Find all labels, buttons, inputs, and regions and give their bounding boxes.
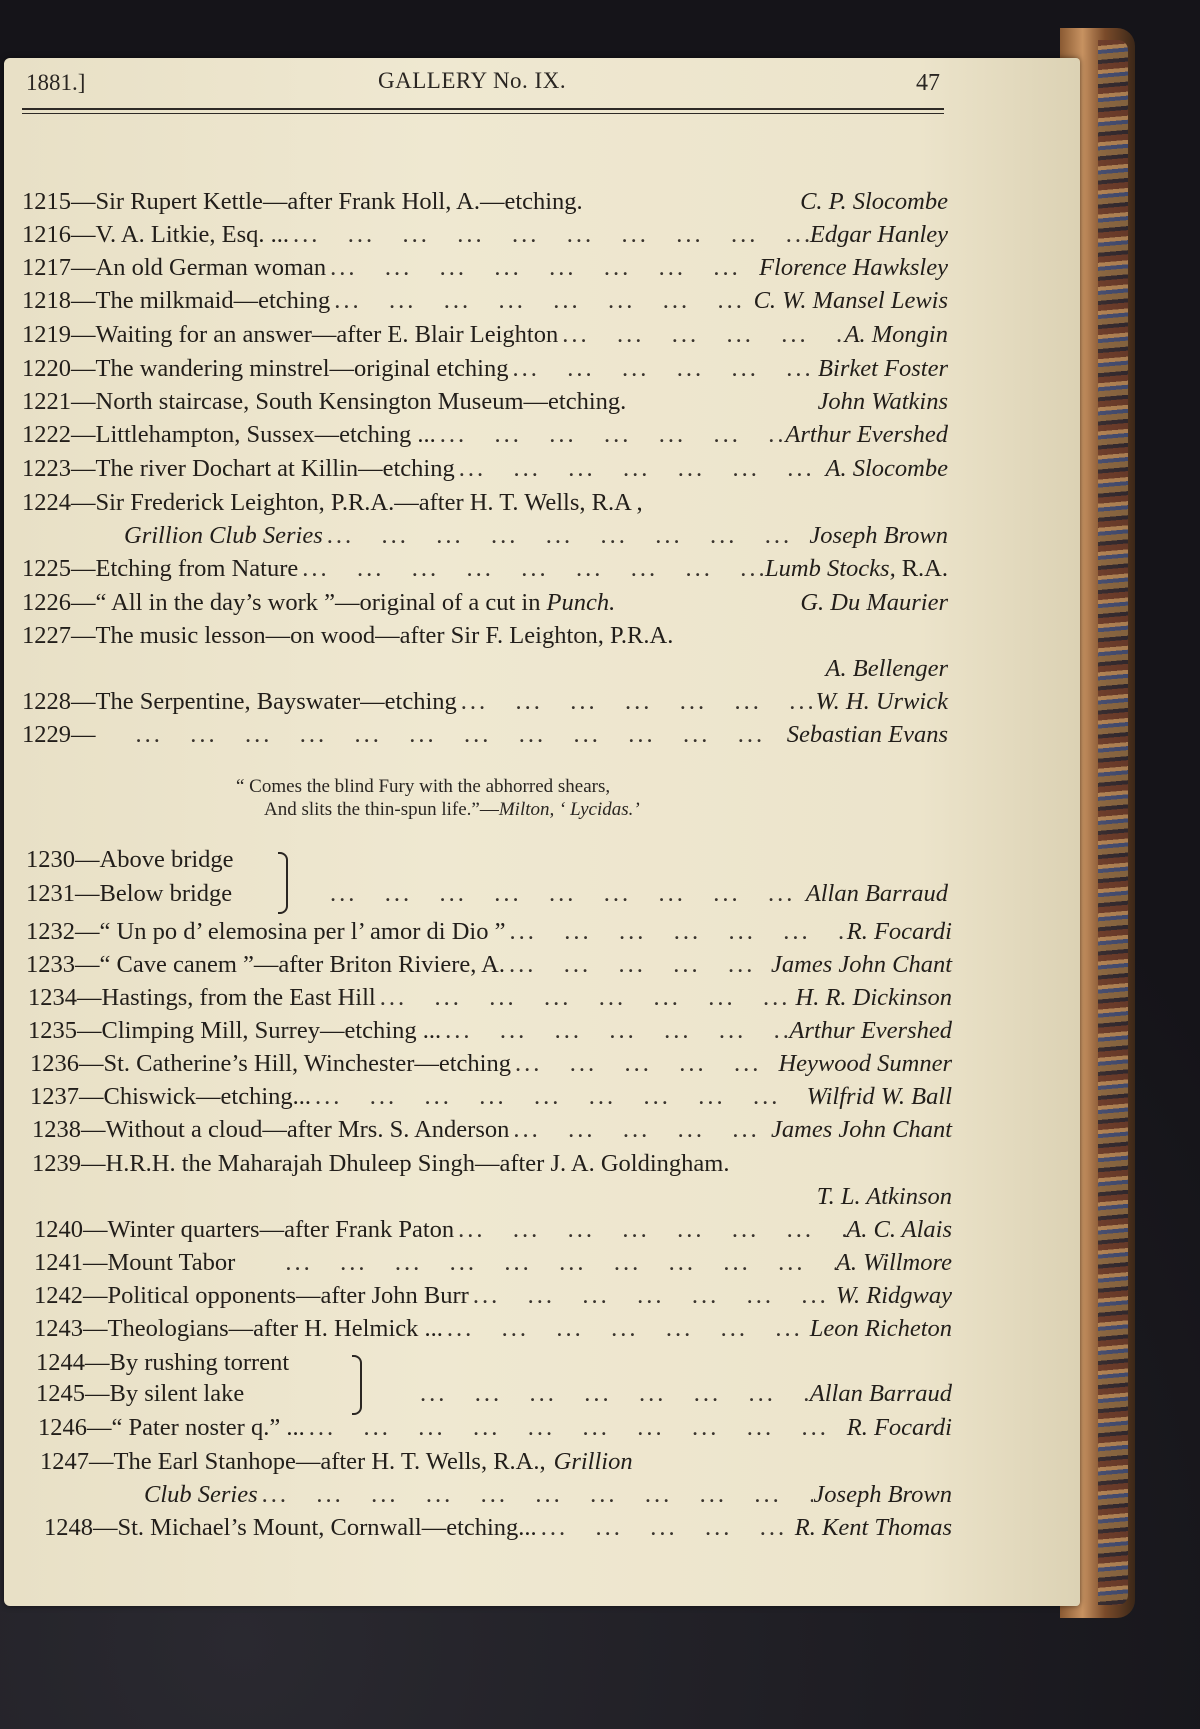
entry-artist: Florence Hawksley bbox=[759, 254, 948, 281]
entry-1222 bbox=[22, 421, 948, 453]
entry-1228 bbox=[22, 688, 948, 720]
entry-1219 bbox=[22, 321, 948, 353]
entry-1247-cont bbox=[144, 1481, 952, 1513]
entry-title: 1238—Without a cloud—after Mrs. S. Anderson bbox=[32, 1116, 510, 1143]
entry-artist-suffix: R.A. bbox=[901, 555, 948, 582]
entry-title: 1248—St. Michael’s Mount, Cornwall—etching... bbox=[44, 1514, 537, 1541]
entry-title: 1237—Chiswick—etching... bbox=[30, 1083, 312, 1110]
entry-artist: A. Willmore bbox=[835, 1249, 952, 1276]
entry-artist: T. L. Atkinson bbox=[816, 1183, 952, 1210]
entry-series: Grillion Club Series bbox=[124, 522, 323, 549]
entry-artist: A. Mongin bbox=[844, 321, 948, 348]
running-head-title: GALLERY No. IX. bbox=[378, 68, 567, 93]
entry-title: 1246—“ Pater noster q.” ... bbox=[38, 1414, 305, 1441]
entry-1220 bbox=[22, 355, 948, 387]
entry-artist: Heywood Sumner bbox=[778, 1050, 952, 1077]
entry-artist: James John Chant bbox=[771, 1116, 952, 1143]
entry-title: 1233—“ Cave canem ”—after Briton Riviere, A. bbox=[26, 951, 505, 978]
entry-title-italic: Punch. bbox=[546, 589, 616, 616]
entry-1239-artist-line bbox=[32, 1183, 952, 1215]
marbled-edge bbox=[1098, 40, 1128, 1605]
entry-artist: H. R. Dickinson bbox=[795, 984, 952, 1011]
entry-1232 bbox=[26, 918, 952, 950]
quote-line-2 bbox=[236, 798, 756, 821]
entry-title: 1236—St. Catherine’s Hill, Winchester—etching bbox=[30, 1050, 511, 1077]
entry-1247 bbox=[40, 1448, 952, 1480]
entry-title: 1224—Sir Frederick Leighton, P.R.A.—after H. T. Wells, R.A , bbox=[22, 489, 643, 516]
entry-artist: R. Focardi bbox=[846, 1414, 952, 1441]
entry-1233 bbox=[26, 951, 952, 983]
entry-title: 1234—Hastings, from the East Hill bbox=[28, 984, 376, 1011]
entry-1238 bbox=[32, 1116, 952, 1148]
entry-title: 1217—An old German woman bbox=[22, 254, 327, 281]
entry-1221 bbox=[22, 388, 948, 420]
entry-title: 1235—Climping Mill, Surrey—etching ... bbox=[28, 1017, 442, 1044]
entry-title: 1219—Waiting for an answer—after E. Blair Leighton bbox=[22, 321, 559, 348]
entry-1237 bbox=[30, 1083, 952, 1115]
entry-artist: Allan Barraud bbox=[805, 880, 948, 907]
entry-title: 1231—Below bridge bbox=[26, 880, 233, 907]
entry-1246 bbox=[38, 1414, 952, 1446]
entry-artist: Joseph Brown bbox=[809, 522, 948, 549]
entry-title: 1227—The music lesson—on wood—after Sir F. Leighton, P.R.A. bbox=[22, 622, 674, 649]
entry-1239 bbox=[32, 1150, 952, 1182]
entry-1241 bbox=[34, 1249, 952, 1281]
entry-artist: C. P. Slocombe bbox=[800, 188, 948, 215]
entry-title: 1228—The Serpentine, Bayswater—etching bbox=[22, 688, 457, 715]
entry-title: 1242—Political opponents—after John Burr bbox=[34, 1282, 469, 1309]
entry-artist: G. Du Maurier bbox=[800, 589, 948, 616]
entry-artist: Lumb Stocks, bbox=[765, 555, 896, 582]
entry-artist: Wilfrid W. Ball bbox=[806, 1083, 952, 1110]
entry-title: 1222—Littlehampton, Sussex—etching ... bbox=[22, 421, 436, 448]
entry-title: 1215—Sir Rupert Kettle—after Frank Holl, A.—etching. bbox=[22, 188, 583, 215]
entry-artist: A. Bellenger bbox=[825, 655, 948, 682]
epigraph-quote bbox=[236, 775, 756, 821]
entry-1245 bbox=[36, 1380, 952, 1412]
entry-title: 1216—V. A. Litkie, Esq. ... bbox=[22, 221, 290, 248]
entry-artist: W. H. Urwick bbox=[815, 688, 948, 715]
entry-title: 1218—The milkmaid—etching bbox=[22, 287, 331, 314]
quote-line-1: “ Comes the blind Fury with the abhorred shears, bbox=[236, 776, 611, 797]
entry-title: 1229— bbox=[22, 721, 96, 748]
entry-1227 bbox=[22, 622, 948, 654]
entry-artist: Joseph Brown bbox=[813, 1481, 952, 1508]
entry-artist: Arthur Evershed bbox=[785, 421, 948, 448]
entry-artist: A. C. Alais bbox=[846, 1216, 952, 1243]
entry-1225 bbox=[22, 555, 948, 587]
entry-artist: R. Focardi bbox=[846, 918, 952, 945]
entry-1235 bbox=[28, 1017, 952, 1049]
entry-title: 1220—The wandering minstrel—original etching bbox=[22, 355, 509, 382]
entry-artist: John Watkins bbox=[817, 388, 948, 415]
entry-1240 bbox=[34, 1216, 952, 1248]
entry-1234 bbox=[28, 984, 952, 1016]
entry-title: 1223—The river Dochart at Killin—etching bbox=[22, 455, 455, 482]
entry-1242 bbox=[34, 1282, 952, 1314]
entry-artist: Edgar Hanley bbox=[809, 221, 948, 248]
entry-artist: Allan Barraud bbox=[809, 1380, 952, 1407]
entry-1215 bbox=[22, 188, 948, 220]
entry-1243 bbox=[34, 1315, 952, 1347]
entry-1227-artist-line bbox=[22, 655, 948, 687]
entry-title: 1247—The Earl Stanhope—after H. T. Wells, R.A., bbox=[40, 1448, 546, 1475]
entry-artist: Leon Richeton bbox=[809, 1315, 952, 1342]
entry-title: 1244—By rushing torrent bbox=[36, 1349, 290, 1376]
entry-title: 1240—Winter quarters—after Frank Paton bbox=[34, 1216, 455, 1243]
entry-1226 bbox=[22, 589, 948, 621]
entry-1223 bbox=[22, 455, 948, 487]
entry-1224 bbox=[22, 489, 948, 521]
entry-artist: Birket Foster bbox=[818, 355, 948, 382]
entry-1244 bbox=[36, 1349, 376, 1381]
entry-1248 bbox=[44, 1514, 952, 1546]
quote-author: Milton, bbox=[498, 799, 555, 820]
entry-series: Club Series bbox=[144, 1481, 258, 1508]
entry-title: 1226—“ All in the day’s work ”—original of a cut in bbox=[22, 589, 541, 616]
running-head-year: 1881.] bbox=[26, 70, 86, 95]
entry-1231 bbox=[26, 880, 948, 912]
entry-artist: W. Ridgway bbox=[835, 1282, 952, 1309]
entry-title: 1245—By silent lake bbox=[36, 1380, 245, 1407]
header-rule bbox=[22, 108, 944, 110]
entry-1224-cont bbox=[124, 522, 948, 554]
entry-series: Grillion bbox=[553, 1448, 633, 1475]
entry-artist: James John Chant bbox=[771, 951, 952, 978]
entry-1216 bbox=[22, 221, 948, 253]
entry-1217 bbox=[22, 254, 948, 286]
entry-artist: A. Slocombe bbox=[825, 455, 948, 482]
entry-title: 1243—Theologians—after H. Helmick ... bbox=[34, 1315, 443, 1342]
entry-title: 1225—Etching from Nature bbox=[22, 555, 299, 582]
entry-1229 bbox=[22, 721, 948, 753]
entry-title: 1230—Above bridge bbox=[26, 846, 234, 873]
entry-artist: Sebastian Evans bbox=[786, 721, 948, 748]
entry-artist: C. W. Mansel Lewis bbox=[753, 287, 948, 314]
entry-1236 bbox=[30, 1050, 952, 1082]
entry-artist: Arthur Evershed bbox=[789, 1017, 952, 1044]
entry-title: 1241—Mount Tabor bbox=[34, 1249, 236, 1276]
page-number: 47 bbox=[916, 70, 940, 96]
entry-title: 1239—H.R.H. the Maharajah Dhuleep Singh—after J. A. Goldingham. bbox=[32, 1150, 730, 1177]
entry-title: 1232—“ Un po d’ elemosina per l’ amor di Dio ” bbox=[26, 918, 506, 945]
entry-title: 1221—North staircase, South Kensington Museum—etching. bbox=[22, 388, 627, 415]
entry-artist: R. Kent Thomas bbox=[794, 1514, 952, 1541]
entry-1218 bbox=[22, 287, 948, 319]
header-rule-thin bbox=[22, 113, 944, 114]
quote-work: ‘ Lycidas.’ bbox=[559, 799, 640, 820]
quote-line-2-text: And slits the thin-spun life.”— bbox=[264, 799, 499, 820]
